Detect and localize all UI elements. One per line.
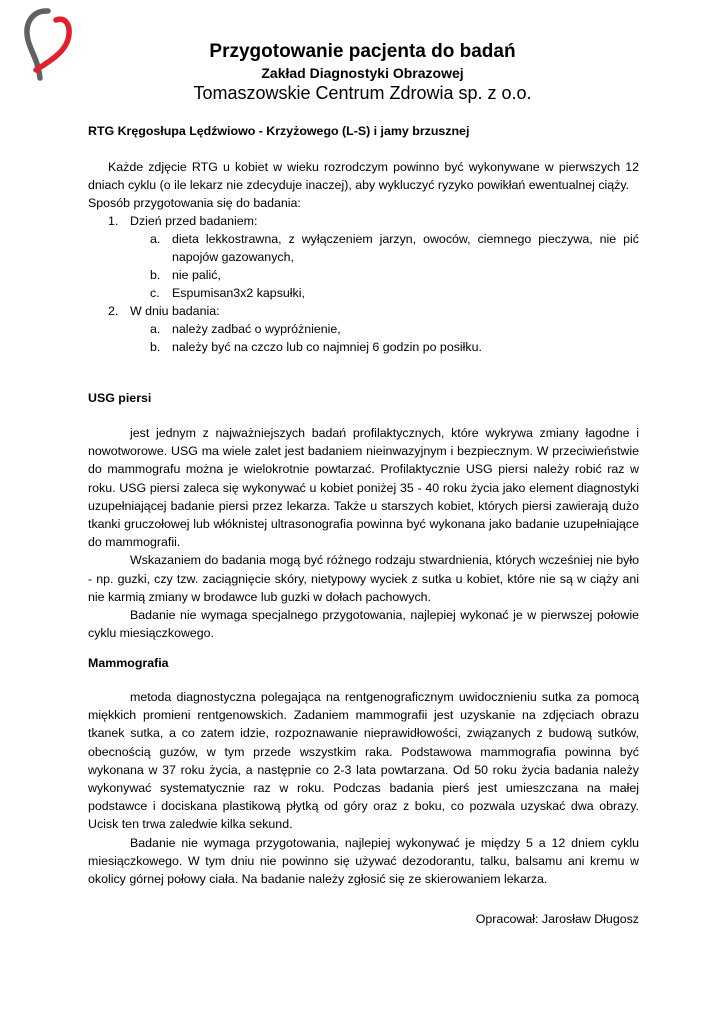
- usg-paragraph: jest jednym z najważniejszych badań profilaktycznych, które wykrywa zmiany łagodne i nowotworowe. USG ma wiele zalet jest badaniem nieinwazyjnym i bezpiecznym. W przeciwieństwie do mammografu można je wielokrotnie powtarzać. Profilaktycznie USG piersi należy robić raz w roku. USG piersi zaleca się wykonywać u kobiet poniżej 35 - 40 roku życia jako element diagnostyki uzupełniającej badanie piersi przez lekarza. Także u starszych kobiet, których piersi zawierają dużo tkanki gruczołowej lub włóknistej ultrasonografia powinna być wykonana jako badanie uzupełniające do mammografii.: [88, 426, 639, 550]
- mammo-text: [88, 688, 639, 888]
- usg-text: [88, 424, 639, 642]
- list-text: nie palić,: [172, 268, 221, 282]
- list-label: W dniu badania:: [130, 304, 220, 318]
- list-text: należy być na czczo lub co najmniej 6 godzin po posiłku.: [172, 340, 482, 354]
- rtg-intro-block: [88, 158, 639, 213]
- usg-paragraph: Badanie nie wymaga specjalnego przygotowania, najlepiej wykonać je w pierwszej połowie cyklu miesiączkowego.: [88, 608, 639, 641]
- rtg-heading: RTG Kręgosłupa Lędźwiowo - Krzyżowego (L-S) i jamy brzusznej: [88, 124, 470, 138]
- heart-logo-icon: [22, 8, 72, 86]
- company-name: Tomaszowskie Centrum Zdrowia sp. z o.o.: [193, 83, 532, 103]
- list-item: [150, 230, 639, 266]
- list-number: 1.: [108, 214, 119, 228]
- department-name: Zakład Diagnostyki Obrazowej: [261, 65, 464, 81]
- rtg-intro: Każde zdjęcie RTG u kobiet w wieku rozrodczym powinno być wykonywane w pierwszych 12 dniach cyklu (o ile lekarz nie zdecyduje inaczej), aby wykluczyć ryzyko powikłań ewentualnej ciąży.: [88, 160, 639, 193]
- list-letter: a.: [150, 232, 161, 246]
- list-text: Espumisan3x2 kapsułki,: [172, 286, 305, 300]
- usg-heading: USG piersi: [88, 391, 152, 405]
- prep-label: Sposób przygotowania się do badania:: [88, 196, 301, 211]
- list-item: [150, 266, 639, 284]
- mammo-paragraph: Badanie nie wymaga przygotowania, najlepiej wykonywać je między 5 a 12 dniem cyklu miesiączkowego. W tym dniu nie powinno się używać dezodorantu, talku, balsamu ani kremu w okolicy górnej połowy ciała. Na badanie należy zgłosić się ze skierowaniem lekarza.: [88, 835, 639, 887]
- list-item: [150, 284, 639, 302]
- usg-paragraph: Wskazaniem do badania mogą być różnego rodzaju stwardnienia, których wcześniej nie było - np. guzki, czy tzw. zaciągnięcie skóry, nietypowy wyciek z sutka u kobiet, które nie są w ciąży ani nie karmią zmiany w brodawce lub guzki w dołach pachowych.: [88, 553, 639, 604]
- list-text: dieta lekkostrawna, z wyłączeniem jarzyn, owoców, ciemnego pieczywa, nie pić napojów gazowanych,: [172, 232, 639, 265]
- page-title: Przygotowanie pacjenta do badań: [209, 41, 516, 62]
- mammo-heading: Mammografia: [88, 656, 169, 670]
- list-letter: c.: [150, 286, 160, 300]
- list-label: Dzień przed badaniem:: [130, 214, 258, 228]
- list-number: 2.: [108, 304, 119, 318]
- list-text: należy zadbać o wypróżnienie,: [172, 322, 341, 336]
- signature: Opracował: Jarosław Długosz: [475, 912, 639, 926]
- list-letter: b.: [150, 268, 161, 282]
- list-item: [150, 338, 639, 356]
- list-letter: a.: [150, 322, 161, 336]
- list-letter: b.: [150, 340, 161, 354]
- mammo-paragraph: metoda diagnostyczna polegająca na rentgenograficznym uwidocznieniu sutka za pomocą miękkich promieni rentgenowskich. Zadaniem mammografii jest uzyskanie na zdjęciach obrazu tkanek sutka, a co zatem idzie, rozpoznawanie nieprawidłowości, związanych z budową sutków, obecnością guzów, w tym przede wszystkim raka. Podstawowa mammografia powinna być wykonana w 37 roku życia, a następnie co 2-3 lata powtarzana. Od 50 roku życia badania należy wykonywać systematycznie raz w roku. Podczas badania pierś jest umieszczana na małej podstawce i dociskana plastikową płytką od góry oraz z boku, co pozwala uzyskać dwa obrazy. Ucisk ten trwa zaledwie kilka sekund.: [88, 690, 639, 832]
- list-item: [150, 320, 639, 338]
